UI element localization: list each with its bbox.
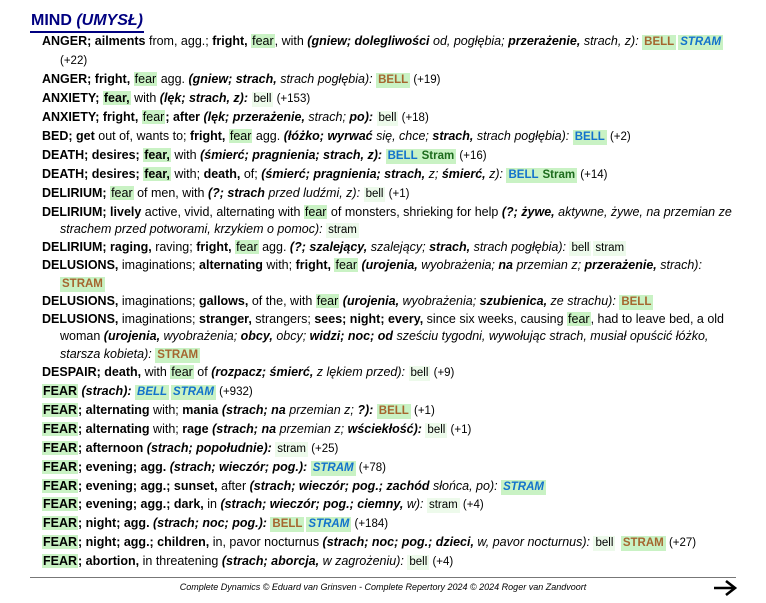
search-highlight: fear [142,109,165,124]
chapter-name: MIND [31,12,72,29]
rubric-text: wyobrażenia; [399,293,480,308]
rubric-text: gallows, [199,293,249,308]
rubric-text: out of, wants to; [94,128,190,143]
rubric-text: w zagrożeniu): [319,553,404,568]
rubric-text: ze strachu): [547,293,616,308]
search-highlight: fear [229,128,252,143]
chapter-title[interactable] [30,11,144,33]
rubric-text: (strach): [81,383,132,398]
remedy-link[interactable]: bell [409,555,428,568]
rubric-text: from, agg.; [145,34,213,48]
rubric-text: (śmierć; pragnienia; strach, z): [200,147,383,162]
rubric-text: słońca, po): [429,478,498,493]
rubric-text: with [130,90,160,105]
rubric-text: DELIRIUM; [42,185,111,200]
rubric-row[interactable] [42,90,742,109]
rubric-text: w, pavor nocturnus): [473,534,590,549]
rubric-text: szubienica, [479,293,548,308]
rubric-text: (rozpacz; śmierć, [211,364,314,379]
rubric-row[interactable] [42,239,742,257]
search-highlight: FEAR [43,402,78,417]
rubric-text: (urojenia, [361,258,418,272]
rubric-text: (?; strach [207,185,265,200]
search-highlight: FEAR [43,421,78,436]
remedy-link[interactable]: BELL [508,168,539,181]
rubric-text: strach pogłębia): [276,71,373,86]
rubric-text: od, pogłębia; [429,34,509,48]
rubric-text: DESPAIR; death, [42,364,142,379]
search-highlight: fear [335,258,358,272]
rubric-row[interactable] [42,553,742,572]
remedy-link[interactable]: STRAM [680,36,722,48]
rubric-text: DEATH; desires; [42,166,144,181]
remedy-link[interactable]: bell [410,366,429,379]
search-highlight: fear, [144,147,170,162]
rubric-text: (strach; noc; pog.): [153,515,267,530]
right-arrow-icon [712,578,738,598]
remedy-count[interactable]: (+4) [459,498,484,511]
rubric-text: with [170,147,201,162]
remedy-count[interactable]: (+153) [273,92,311,105]
rubric-row[interactable] [42,402,742,421]
rubric-text: fright, [189,128,229,143]
rubric-text: ?): [357,402,374,417]
rubric-text: stranger, [199,311,252,326]
rubric-text: imaginations; [118,258,200,272]
rubric-text: strach): [656,258,702,272]
rubric-text: raving; [151,240,197,254]
rubric-text: of the, with [248,293,316,308]
rubric-text: strangers; [251,311,315,326]
rubric-text: ANGER; fright, [42,71,134,86]
rubric-text: (gniew; dolegliwości [307,34,430,48]
rubric-row[interactable] [42,257,742,292]
remedy-count[interactable]: (+14) [577,168,608,181]
rubric-text: of monsters, shrieking for help [327,204,502,219]
remedy-link[interactable]: stram [428,498,458,511]
remedy-link[interactable]: bell [365,187,384,200]
search-highlight: fear [304,204,327,219]
rubric-text: ; evening; agg.; dark, [78,496,204,511]
remedy-link[interactable]: BELL [378,73,409,86]
rubric-text: since six weeks, causing [423,311,568,326]
rubric-row[interactable] [42,383,742,402]
rubric-text: (strach; na [212,421,277,436]
remedy-count[interactable]: (+78) [355,461,386,474]
rubric-row[interactable] [42,496,742,515]
remedy-count[interactable]: (+22) [60,54,88,67]
rubric-text: (urojenia, [342,293,400,308]
search-highlight: fear [252,34,274,48]
rubric-text: widzi; noc; od [309,329,393,343]
remedy-link[interactable]: STRAM [312,461,354,474]
remedy-link[interactable]: bell [427,423,446,436]
search-highlight: FEAR [43,496,78,511]
rubric-text: obcy, [240,329,273,343]
rubric-text: mania [182,402,219,417]
remedy-link[interactable]: BELL [378,404,409,417]
rubric-text: , had to leave bed, a old woman [60,311,724,343]
remedy-count[interactable]: (+27) [665,536,697,549]
rubric-text: z lękiem przed): [313,364,406,379]
rubric-text: wściekłość): [347,421,422,436]
rubric-text: with; [170,166,204,181]
rubric-text: ANXIETY; [42,90,103,105]
rubric-row[interactable] [42,109,742,128]
next-page-button[interactable] [712,578,738,598]
rubric-row[interactable] [42,185,742,204]
remedy-link[interactable]: STRAM [622,536,664,549]
rubric-text: agg. [258,240,290,254]
rubric-text: with; [262,258,296,272]
rubric-text: przerażenie, [508,34,581,48]
rubric-text: with [141,364,171,379]
rubric-text: of men, with [133,185,208,200]
rubric-text: (śmierć; pragnienia; strach, [261,166,426,181]
rubric-row[interactable] [42,478,742,496]
remedy-count[interactable]: (+16) [456,149,487,162]
rubric-text: strach pogłębia): [470,240,566,254]
rubric-text: strach, z): [580,34,639,48]
rubric-text: (lęk; strach, z): [159,90,249,105]
rubric-text: ; evening; agg.; sunset, [78,478,218,493]
rubric-text [615,535,618,549]
search-highlight: fear [568,311,590,326]
rubric-row[interactable] [42,71,742,90]
rubric-text: ; night; agg.; children, [78,534,210,549]
rubric-text: ; alternating [78,421,150,436]
rubric-text: (łóżko; wyrwać [283,128,373,143]
rubric-text: imaginations; [118,311,200,326]
remedy-count[interactable]: (+25) [308,442,339,455]
rubric-text: przerażenie, [584,258,657,272]
rubric-text: with; [149,402,183,417]
remedy-count[interactable]: (+1) [410,404,435,417]
rubric-text: in threatening [139,553,222,568]
search-highlight: FEAR [43,459,78,474]
rubric-text: BED; get [42,128,95,143]
remedy-link[interactable]: STRAM [173,385,214,398]
search-highlight: FEAR [43,478,78,493]
rubric-text: active, vivid, alternating with [141,204,304,219]
remedy-link[interactable]: bell [253,92,272,105]
rubric-text: ; abortion, [78,553,140,568]
remedy-link[interactable]: BELL [644,36,675,48]
rubric-text: ; evening; agg. [78,459,170,474]
remedy-link[interactable]: bell [571,242,590,254]
rubric-row[interactable] [42,166,742,185]
remedy-count[interactable]: (+1) [447,423,472,436]
remedy-link[interactable]: stram [328,224,357,236]
remedy-count[interactable]: (+932) [215,385,253,398]
rubric-text: (strach; aborcja, [221,553,320,568]
rubric-text: aktywne, żywe, na przemian ze strachem przed potworami, krzykiem o pomoc): [60,204,732,236]
rubric-text: przemian z; [285,402,358,417]
search-highlight: fear [111,185,133,200]
rubric-text: imaginations; [118,293,200,308]
remedy-link[interactable]: Stram [421,149,455,162]
remedy-link[interactable]: stram [595,242,625,254]
rubric-text: in, pavor nocturnus [209,534,323,549]
rubric-row[interactable] [42,311,742,364]
rubric-text: rage [182,421,209,436]
chapter-translation: (UMYSŁ) [76,12,143,29]
remedy-count[interactable]: (+1) [385,187,410,200]
rubric-row[interactable] [42,459,742,478]
rubric-text: wyobrażenia; [160,329,241,343]
search-highlight: FEAR [43,440,78,455]
search-highlight: FEAR [43,553,78,568]
rubric-text: agg. [252,128,284,143]
rubric-text: obcy; [272,329,310,343]
rubric-list [42,33,742,572]
remedy-count[interactable]: (+184) [351,517,389,530]
rubric-text: of; [240,166,262,181]
rubric-row[interactable] [42,440,742,459]
rubric-text: (?; żywe, [501,204,555,219]
rubric-text: (strach; noc; pog.; dzieci, [322,534,474,549]
rubric-text: (strach; wieczór; pog.): [169,459,308,474]
copyright-footer: Complete Dynamics © Eduard van Grinsven - Complete Repertory 2024 © 2024 Roger van Zandvoort [179,582,587,592]
search-highlight: fear [236,240,258,254]
remedy-count[interactable]: (+9) [430,366,455,379]
remedy-link[interactable]: BELL [574,130,605,143]
rubric-text: (urojenia, [103,329,161,343]
rubric-text: strach, [429,240,471,254]
rubric-text: of [193,364,212,379]
remedy-link[interactable]: STRAM [503,480,544,493]
remedy-link[interactable]: BELL [137,385,168,398]
remedy-link[interactable]: Stram [542,168,576,181]
rubric-text: (strach; na [221,402,286,417]
rubric-text: po): [349,109,374,124]
rubric-text: ANXIETY; fright, [42,109,142,124]
remedy-link[interactable]: BELL [272,517,303,530]
rubric-row[interactable] [42,364,742,383]
rubric-text: strach, [432,128,474,143]
rubric-row[interactable] [42,204,742,239]
remedy-link[interactable]: STRAM [157,348,199,361]
rubric-text: (?; szalejący, [289,240,368,254]
rubric-text: after [217,478,250,493]
rubric-text: with; [149,421,183,436]
rubric-text: się, chce; [372,128,433,143]
rubric-text: alternating [199,258,263,272]
search-highlight: FEAR [43,534,78,549]
rubric-text: ; after [165,109,204,124]
rubric-text: DELUSIONS, [42,311,119,326]
rubric-text: (gniew; strach, [188,71,277,86]
rubric-text: ANGER; ailments [42,34,146,48]
rubric-text: śmierć, [441,166,486,181]
search-highlight: fear [171,364,193,379]
rubric-row[interactable] [42,128,742,147]
rubric-text: sześciu tygodni, wywołując strach, musiał opuścić łóżko, starsza kobieta): [60,329,709,361]
rubric-text: strach; [304,109,350,124]
rubric-text: (strach; wieczór; pog.; zachód [249,478,430,493]
rubric-text: (strach; wieczór; pog.; ciemny, [220,496,404,511]
rubric-text: DELUSIONS, [42,293,119,308]
rubric-text: (lęk; przerażenie, [203,109,305,124]
rubric-row[interactable] [42,293,742,311]
rubric-text: na [498,258,513,272]
remedy-link[interactable]: BELL [621,295,652,308]
remedy-link[interactable]: BELL [387,149,418,162]
rubric-text: strach pogłębia): [473,128,570,143]
rubric-text: przemian z; [276,421,348,436]
rubric-row[interactable] [42,421,742,440]
rubric-text: agg. [157,71,189,86]
search-highlight: fear [134,71,157,86]
search-highlight: fear [316,293,339,308]
rubric-text: ; afternoon [78,440,147,455]
rubric-row[interactable] [42,534,742,553]
rubric-row[interactable] [42,33,742,70]
search-highlight: FEAR [43,515,78,530]
rubric-text: , with [274,34,308,48]
rubric-row[interactable] [42,515,742,534]
rubric-text: szalejący; [367,240,430,254]
rubric-row[interactable] [42,147,742,166]
rubric-text: death, [203,166,241,181]
rubric-text: in [203,496,221,511]
rubric-text: fright, [212,34,252,48]
rubric-text: ; night; agg. [78,515,154,530]
search-highlight: fear, [144,166,170,181]
rubric-text: z; [425,166,442,181]
rubric-text: DELIRIUM; raging, [42,240,152,254]
remedy-count[interactable]: (+2) [606,130,631,143]
footer-divider [30,577,736,578]
remedy-count[interactable]: (+18) [398,111,429,124]
remedy-link[interactable]: STRAM [308,517,350,530]
rubric-text: fright, [196,240,236,254]
rubric-text: DELUSIONS, [42,258,119,272]
remedy-count[interactable]: (+4) [429,555,454,568]
rubric-text: ; alternating [78,402,150,417]
rubric-text: sees; night; every, [314,311,424,326]
rubric-text: fright, [295,258,335,272]
rubric-text: przed ludźmi, z): [264,185,361,200]
remedy-link[interactable]: bell [378,111,397,124]
rubric-text: wyobrażenia; [417,258,499,272]
remedy-count[interactable]: (+19) [410,73,441,86]
rubric-text: w): [403,496,424,511]
remedy-link[interactable]: stram [277,442,307,455]
rubric-text: z): [485,166,503,181]
rubric-text: DELIRIUM; lively [42,204,142,219]
rubric-text: DEATH; desires; [42,147,144,162]
search-highlight: fear, [103,90,130,105]
rubric-text: przemian z; [512,258,585,272]
remedy-link[interactable]: STRAM [62,277,103,290]
remedy-link[interactable]: bell [595,536,614,549]
rubric-text: (strach; popołudnie): [146,440,272,455]
search-highlight: FEAR [43,383,78,398]
